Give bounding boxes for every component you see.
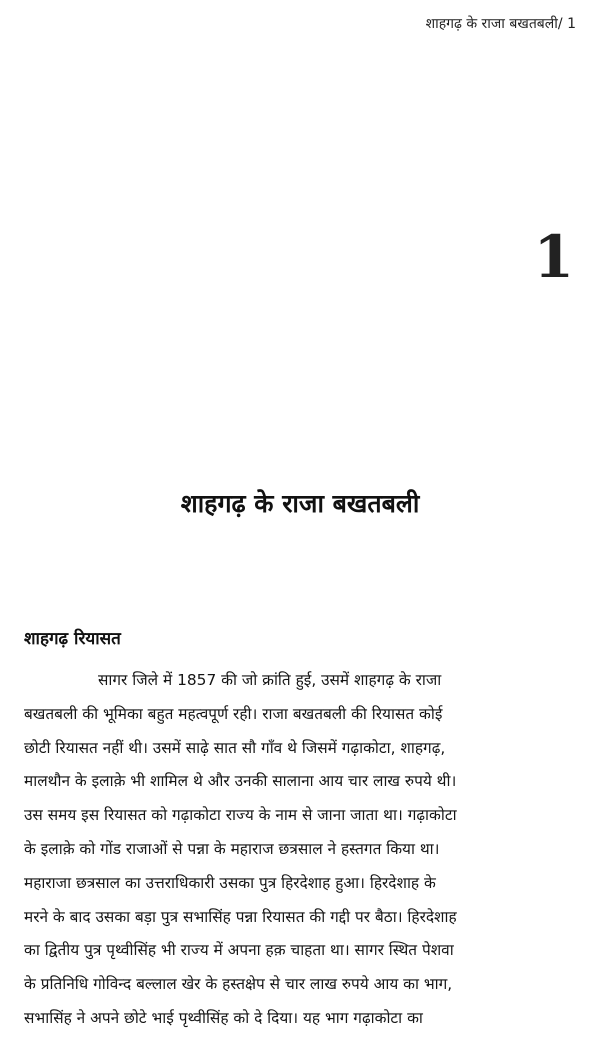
section-heading: शाहगढ़ रियासत: [24, 629, 121, 649]
chapter-title: शाहगढ़ के राजा बखतबली: [180, 489, 420, 518]
body-line: के प्रतिनिधि गोविन्द बल्लाल खेर के हस्तक्षेप से चार लाख रुपये आय का भाग,: [24, 975, 453, 994]
body-line: बखतबली की भूमिका बहुत महत्वपूर्ण रही। राजा बखतबली की रियासत कोई: [24, 704, 443, 723]
body-line: मरने के बाद उसका बड़ा पुत्र सभासिंह पन्ना रियासत की गद्दी पर बैठा। हिरदेशाह: [24, 907, 457, 926]
body-line: सागर जिले में 1857 की जो क्रांति हुई, उसमें शाहगढ़ के राजा: [98, 671, 442, 689]
body-line: महाराजा छत्रसाल का उत्तराधिकारी उसका पुत्र हिरदेशाह हुआ। हिरदेशाह के: [24, 873, 436, 892]
body-paragraph: [24, 664, 576, 1036]
running-head: शाहगढ़ के राजा बखतबली/ 1: [425, 16, 576, 32]
body-line: छोटी रियासत नहीं थी। उसमें साढ़े सात सौ गाँव थे जिसमें गढ़ाकोटा, शाहगढ़,: [24, 738, 446, 757]
body-line: मालथौन के इलाक़े भी शामिल थे और उनकी सालाना आय चार लाख रुपये थी।: [24, 772, 457, 791]
body-line: का द्वितीय पुत्र पृथ्वीसिंह भी राज्य में अपना हक़ चाहता था। सागर स्थित पेशवा: [24, 941, 454, 960]
body-line: उस समय इस रियासत को गढ़ाकोटा राज्य के नाम से जाना जाता था। गढ़ाकोटा: [24, 806, 457, 825]
chapter-number: 1: [533, 223, 574, 291]
body-line: सभासिंह ने अपने छोटे भाई पृथ्वीसिंह को दे दिया। यह भाग गढ़ाकोटा का: [24, 1008, 423, 1027]
body-line: के इलाक़े को गोंड राजाओं से पन्ना के महाराज छत्रसाल ने हस्तगत किया था।: [24, 839, 440, 858]
